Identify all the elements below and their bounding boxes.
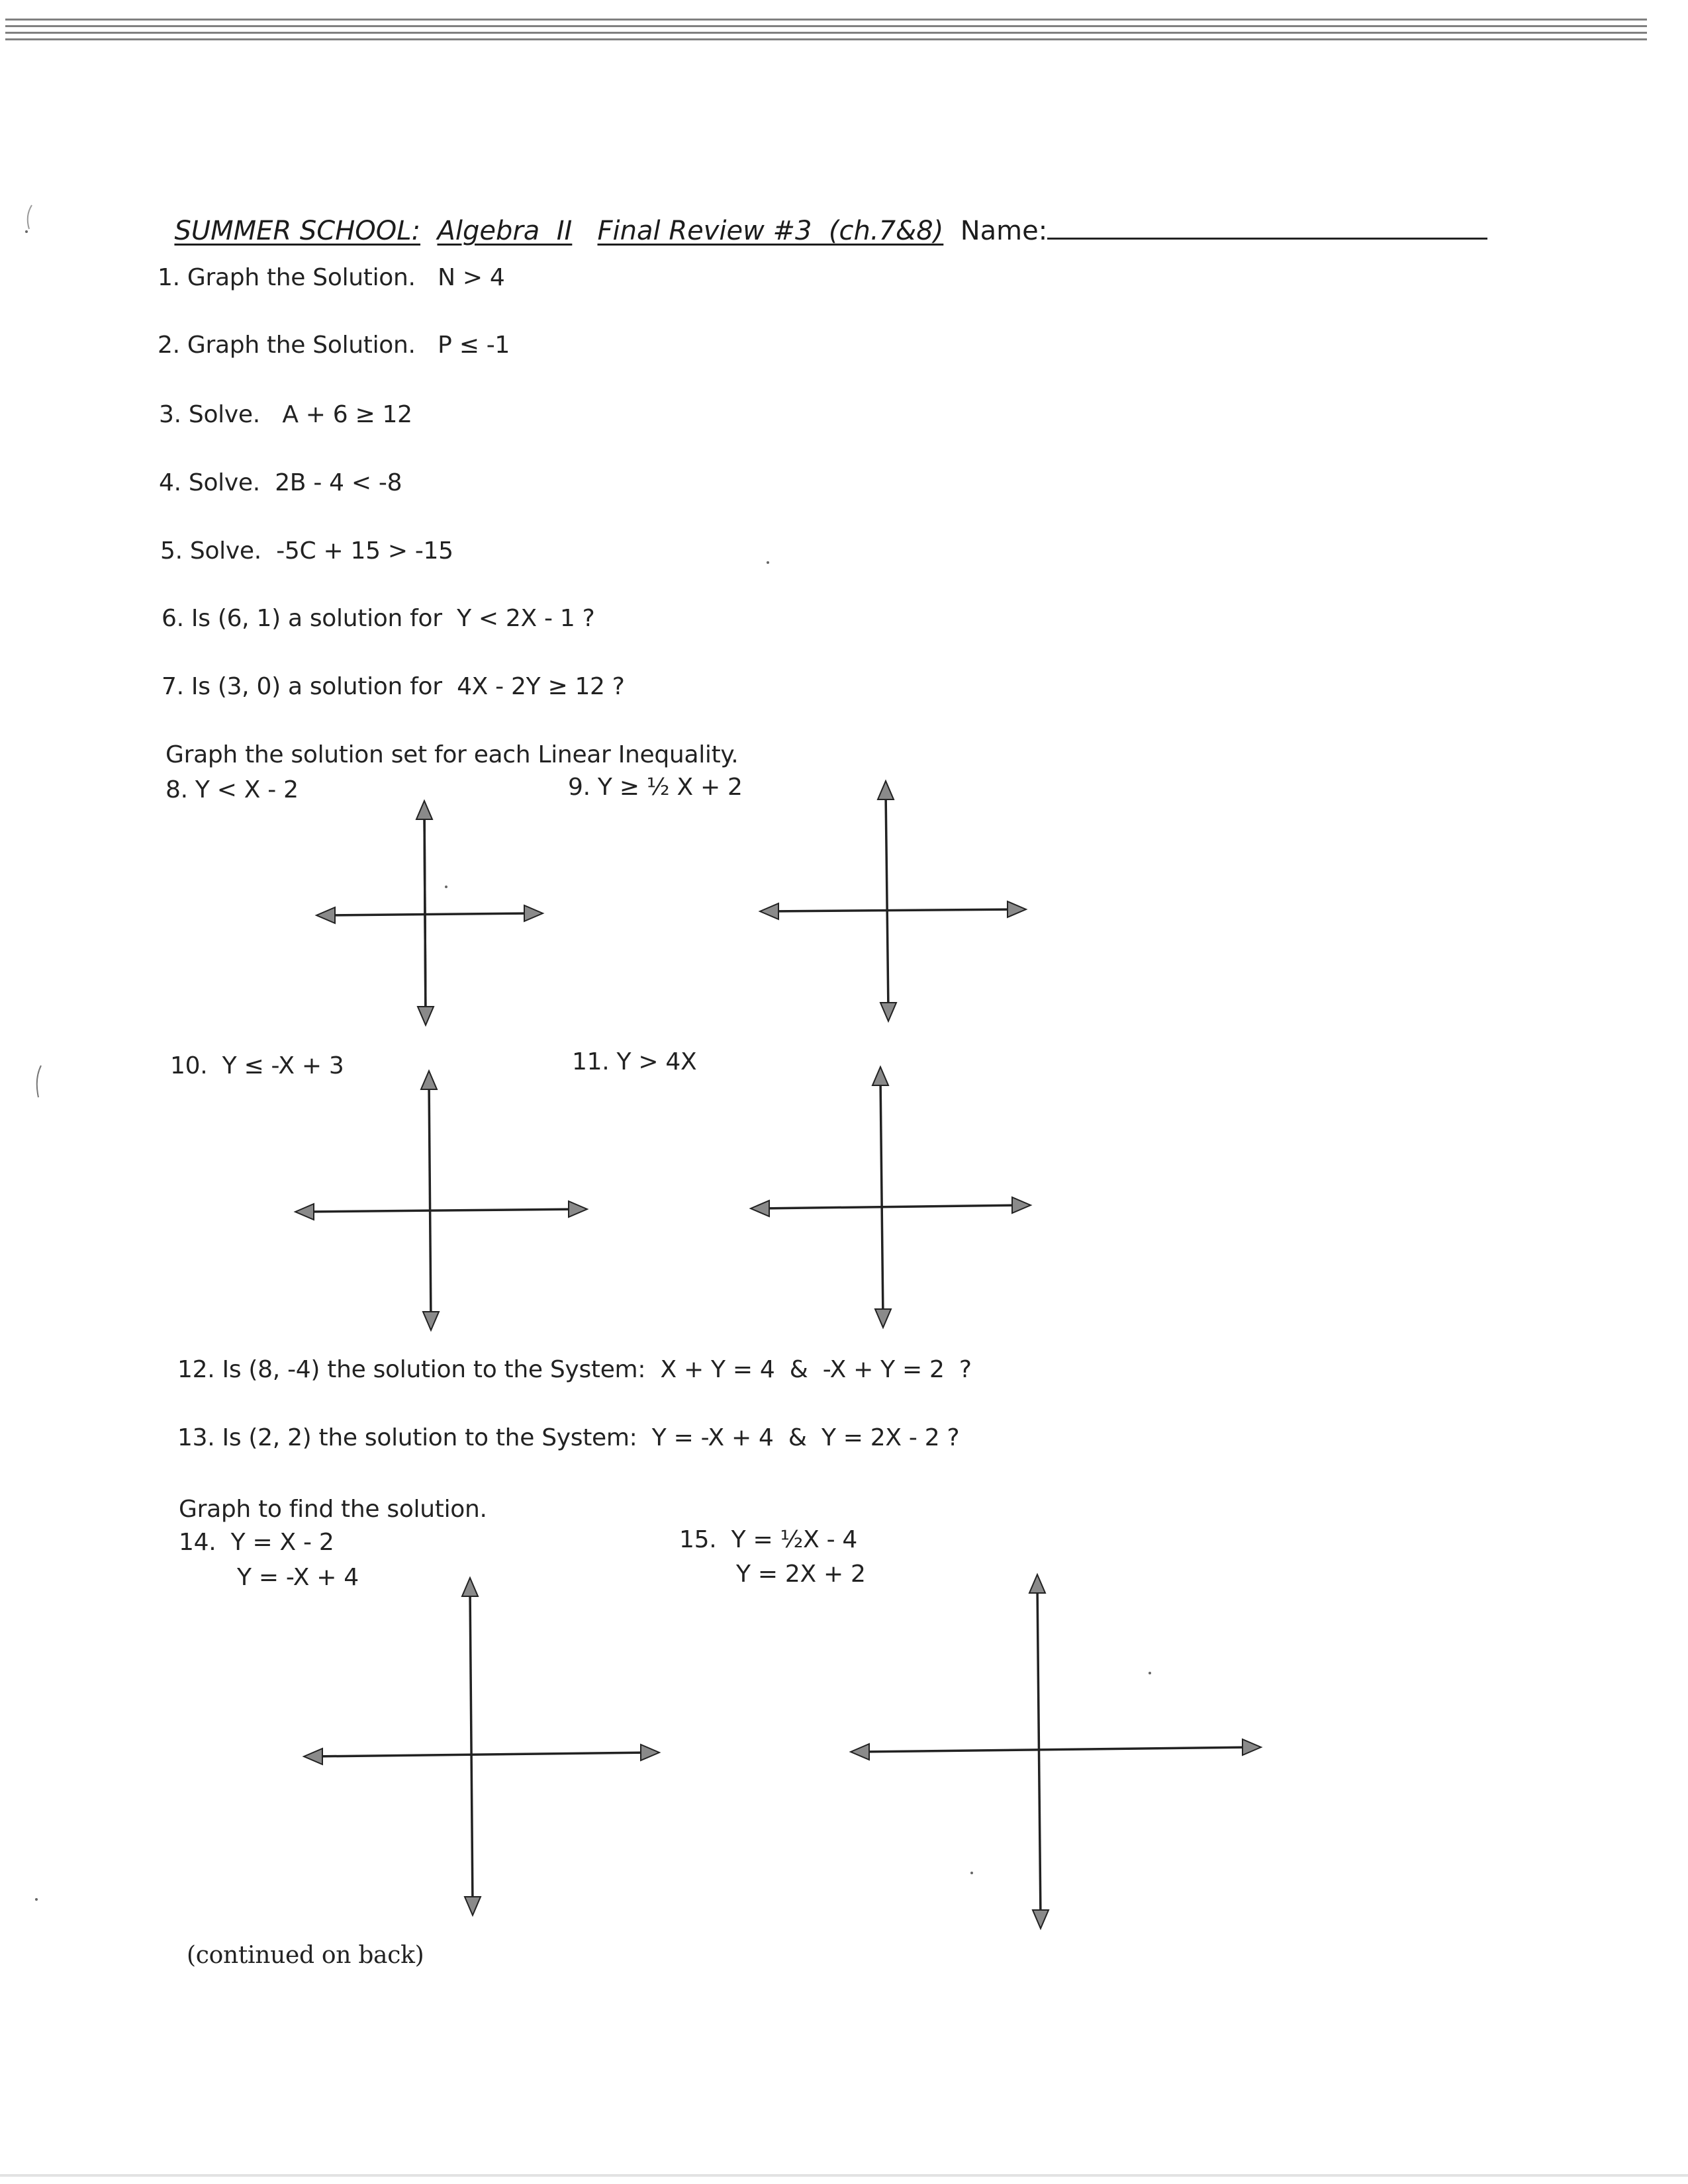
question-14-line1: 14. Y = X - 2	[179, 1529, 334, 1556]
axes-graph-8	[424, 806, 426, 1024]
question-6: 6. Is (6, 1) a solution for Y < 2X - 1 ?	[162, 605, 595, 632]
question-13: 13. Is (2, 2) the solution to the System: Y = -X + 4 & Y = 2X - 2 ?	[177, 1424, 960, 1451]
scan-artifact-bottom	[0, 2174, 1688, 2177]
question-2: 2. Graph the Solution. P ≤ -1	[158, 332, 510, 359]
graph-8-axes	[316, 801, 543, 1025]
question-expr: Y = -X + 4 & Y = 2X - 2 ?	[651, 1424, 960, 1451]
question-expr: N > 4	[438, 264, 505, 291]
subject-label: Algebra II	[437, 216, 573, 246]
graph-15-axes	[851, 1574, 1261, 1929]
graph-14-axes	[304, 1578, 659, 1915]
question-7: 7. Is (3, 0) a solution for 4X - 2Y ≥ 12 ?	[162, 673, 625, 700]
name-field[interactable]	[1047, 214, 1487, 240]
question-14-line2: Y = -X + 4	[237, 1564, 359, 1591]
section-instruction-linear: Graph the solution set for each Linear Inequality.	[165, 741, 739, 768]
question-expr: 2B - 4 < -8	[275, 469, 402, 496]
question-12: 12. Is (8, -4) the solution to the System: X + Y = 4 & -X + Y = 2 ?	[177, 1356, 972, 1383]
continued-note: (continued on back)	[187, 1942, 424, 1969]
course-label: SUMMER SCHOOL:	[174, 216, 421, 246]
graph-10-axes	[295, 1071, 587, 1330]
question-3: 3. Solve. A + 6 ≥ 12	[159, 401, 412, 428]
question-1: 1. Graph the Solution. N > 4	[158, 264, 505, 291]
question-11: 11. Y > 4X	[572, 1048, 697, 1075]
question-10: 10. Y ≤ -X + 3	[170, 1052, 344, 1079]
section-instruction-graph: Graph to find the solution.	[179, 1496, 487, 1523]
worksheet-header	[158, 182, 1487, 247]
question-5: 5. Solve. -5C + 15 > -15	[160, 537, 453, 565]
question-9: 9. Y ≥ ½ X + 2	[568, 774, 743, 801]
question-expr: A + 6 ≥ 12	[282, 401, 412, 428]
question-4: 4. Solve. 2B - 4 < -8	[159, 469, 402, 496]
question-expr: P ≤ -1	[438, 332, 510, 359]
question-expr: X + Y = 4 & -X + Y = 2 ?	[660, 1356, 972, 1383]
graph-11-axes	[751, 1067, 1031, 1328]
question-15-line1: 15. Y = ½X - 4	[679, 1526, 858, 1553]
question-8: 8. Y < X - 2	[165, 776, 299, 803]
name-label: Name:	[960, 216, 1048, 246]
question-expr: -5C + 15 > -15	[276, 537, 453, 565]
question-expr: Y < 2X - 1 ?	[457, 605, 595, 632]
scan-artifact-lines	[5, 13, 1647, 46]
review-title: Final Review #3 (ch.7&8)	[597, 216, 944, 246]
question-expr: 4X - 2Y ≥ 12 ?	[457, 673, 625, 700]
question-15-line2: Y = 2X + 2	[736, 1561, 866, 1588]
graph-9-axes	[760, 781, 1026, 1021]
